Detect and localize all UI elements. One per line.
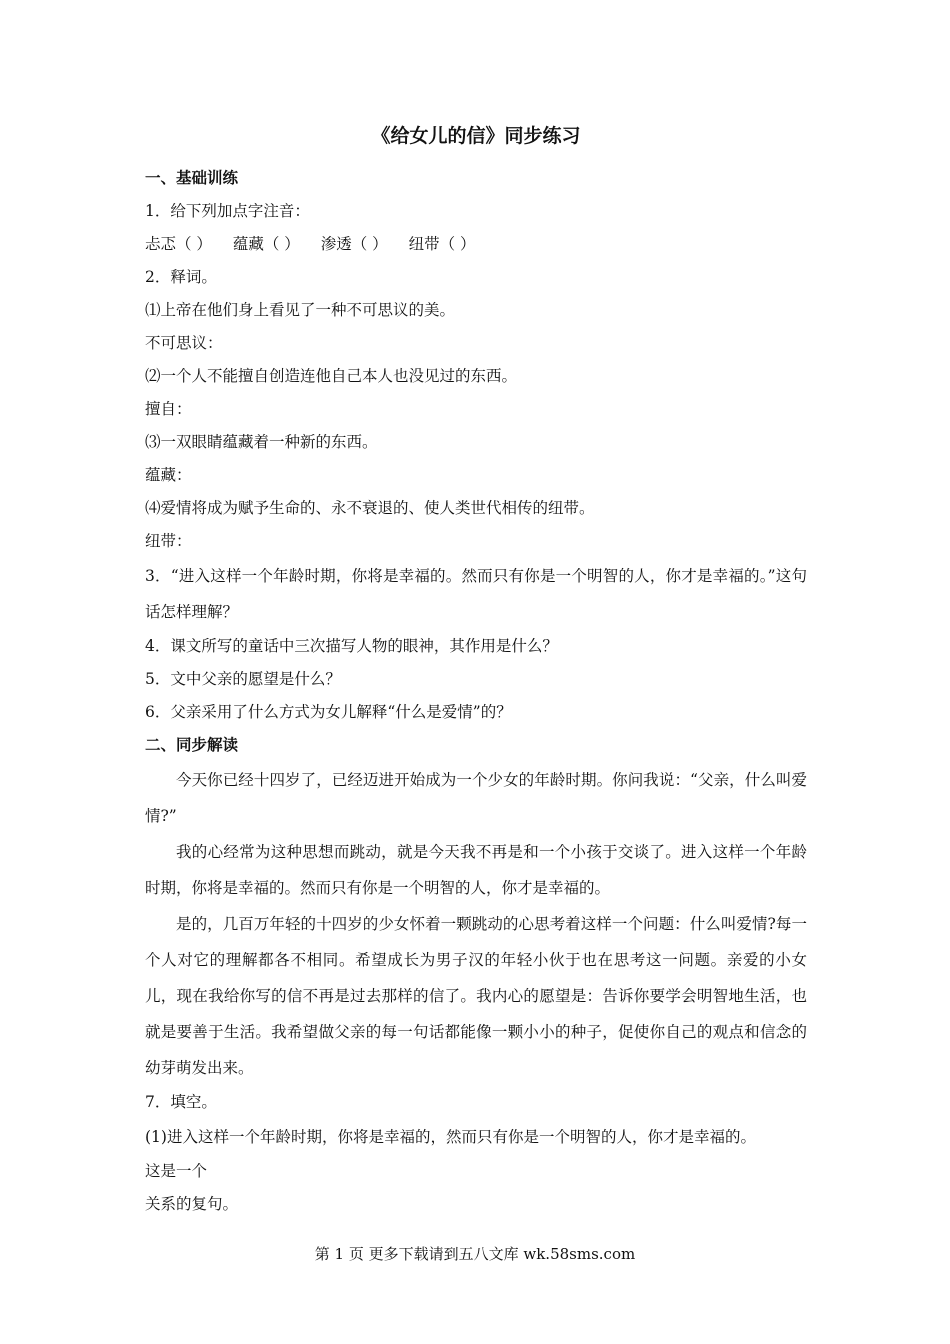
document-title: 《给女儿的信》同步练习: [371, 125, 581, 147]
question-5: 5．文中父亲的愿望是什么？: [145, 670, 341, 688]
question-1: 1．给下列加点字注音：: [145, 202, 310, 220]
section-heading-basic-training: 一、基础训练: [145, 169, 239, 187]
question-2-sentence-2: ⑵一个人不能擅自创造连他自己本人也没见过的东西。: [145, 367, 518, 385]
reading-paragraph-3: 是的，几百万年轻的十四岁的少女怀着一颗跳动的心思考着这样一个问题：什么叫爱情?每一个人对它的理解都各不相同。希望成长为男子汉的年轻小伙于也在思考这一问题。亲爱的小女儿，现在我给你写的信不再是过去那样的信了。我内心的愿望是：告诉你要学会明智地生活，也就是要善于生活。我希望做父亲的每一句话都能像一颗小小的种子，促使你自己的观点和信念的幼芽萌发出来。: [145, 915, 807, 1077]
document-body: [145, 118, 807, 1221]
question-2-sentence-4: ⑷爱情将成为赋予生命的、永不衰退的、使人类世代相传的纽带。: [145, 499, 595, 517]
question-2-label-2: 擅自：: [145, 400, 192, 418]
question-7-blank-prefix: 这是一个: [145, 1162, 208, 1180]
question-2-label-3: 蕴藏：: [145, 466, 192, 484]
question-7-blank-suffix: 关系的复句。: [145, 1195, 239, 1213]
question-2: 2．释词。: [145, 268, 217, 286]
question-3: 3．“进入这样一个年龄时期，你将是幸福的。然而只有你是一个明智的人，你才是幸福的。”这句话怎样理解？: [145, 567, 807, 621]
question-7-sentence-1: (1)进入这样一个年龄时期，你将是幸福的，然而只有你是一个明智的人，你才是幸福的。: [145, 1128, 756, 1146]
question-2-label-4: 纽带：: [145, 532, 192, 550]
reading-paragraph-2: 我的心经常为这种思想而跳动，就是今天我不再是和一个小孩于交谈了。进入这样一个年龄时期，你将是幸福的。然而只有你是一个明智的人，你才是幸福的。: [145, 843, 807, 897]
pinyin-item: 渗透（ ）: [320, 235, 388, 253]
question-2-sentence-3: ⑶一双眼睛蕴藏着一种新的东西。: [145, 433, 378, 451]
question-4: 4．课文所写的童话中三次描写人物的眼神，其作用是什么？: [145, 637, 558, 655]
page-footer: 第 1 页 更多下载请到五八文库 wk.58sms.com: [314, 1245, 636, 1263]
pinyin-item: 忐忑（ ）: [145, 235, 212, 253]
section-heading-reading: 二、同步解读: [145, 736, 239, 754]
question-2-label-1: 不可思议：: [145, 334, 223, 352]
pinyin-item: 蕴藏（ ）: [232, 235, 300, 253]
question-6: 6．父亲采用了什么方式为女儿解释“什么是爱情”的？: [145, 703, 512, 721]
question-2-sentence-1: ⑴上帝在他们身上看见了一种不可思议的美。: [145, 301, 456, 319]
reading-paragraph-1: 今天你已经十四岁了，已经迈进开始成为一个少女的年龄时期。你问我说：“父亲，什么叫爱情?”: [145, 771, 807, 825]
question-7: 7．填空。: [145, 1093, 217, 1111]
question-1-items: [145, 228, 807, 261]
pinyin-item: 纽带（ ）: [408, 235, 476, 253]
